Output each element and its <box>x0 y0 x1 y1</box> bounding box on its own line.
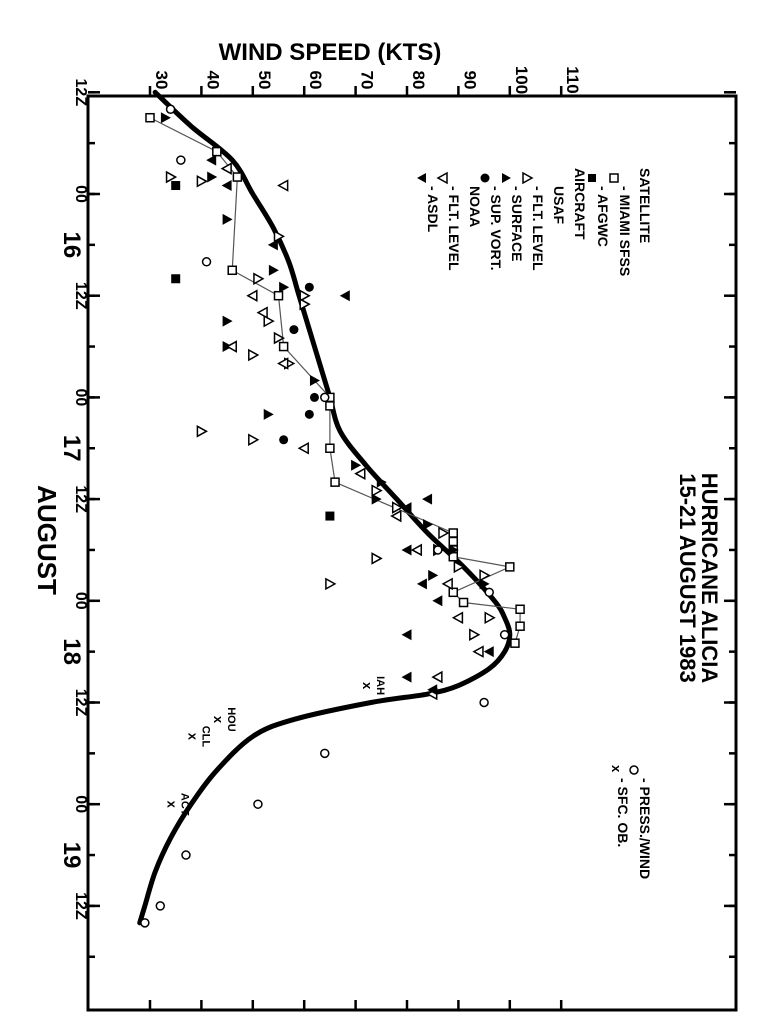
data-point <box>372 494 382 505</box>
data-point <box>279 435 288 444</box>
data-point <box>501 631 509 639</box>
y-tick-label: 100 <box>511 65 531 95</box>
data-point <box>299 443 308 453</box>
data-point <box>326 402 334 410</box>
data-point <box>474 647 483 657</box>
legend-satellite-header: SATELLITE <box>637 168 653 244</box>
data-point <box>289 325 298 334</box>
data-point <box>326 579 335 589</box>
legend-usaf-header: USAF <box>551 186 567 225</box>
legend-label-usaf-sfc: - SURFACE <box>509 186 525 262</box>
x-tick-label: 12Z <box>72 281 89 310</box>
sfc-ob-mark: x <box>210 715 226 724</box>
y-tick-label: 40 <box>203 70 223 90</box>
data-point <box>423 519 433 530</box>
data-point <box>228 266 236 274</box>
data-point <box>141 919 149 927</box>
data-point <box>227 342 236 352</box>
series-layer <box>141 105 524 927</box>
y-tick-label: 30 <box>152 70 171 90</box>
y-tick-label: 60 <box>306 70 326 90</box>
data-point <box>326 444 334 452</box>
x-tick-label: 00 <box>72 795 89 814</box>
data-point <box>280 343 288 351</box>
data-point <box>268 239 278 250</box>
data-point <box>146 114 154 122</box>
series-5 <box>222 164 483 699</box>
data-point <box>275 292 283 300</box>
legend-marker-press <box>630 766 638 774</box>
data-point <box>356 469 365 479</box>
data-point <box>460 598 468 606</box>
sfc-ob-mark: x <box>185 732 201 741</box>
legend-marker-usaf-vort <box>481 174 490 183</box>
data-point <box>206 155 216 166</box>
data-point <box>182 851 190 859</box>
legend-label-noaa-flt: - FLT. LEVEL <box>446 186 462 271</box>
x-tick-label: 12Z <box>72 485 89 513</box>
data-point <box>171 274 180 283</box>
data-point <box>480 699 488 707</box>
legend-aircraft-header: AIRCRAFT <box>572 168 588 240</box>
legend-marker-miami <box>610 174 618 182</box>
data-point <box>249 350 258 360</box>
data-point <box>417 578 427 589</box>
data-point <box>402 544 412 555</box>
data-point <box>325 512 334 521</box>
x-tick-label: 19 <box>58 841 85 869</box>
data-point <box>213 148 221 156</box>
data-point <box>372 486 381 496</box>
data-point <box>258 308 267 318</box>
data-point <box>222 164 231 174</box>
station-label: IAH <box>374 676 387 696</box>
data-point <box>171 181 180 190</box>
y-tick-label: 90 <box>460 70 480 90</box>
data-point <box>305 283 314 292</box>
station-label: ACT <box>178 792 191 816</box>
legend-marker-noaa-flt <box>438 173 447 183</box>
data-point <box>207 172 217 183</box>
x-tick-label: 16 <box>58 231 85 259</box>
data-point <box>516 605 524 613</box>
data-point <box>506 563 514 571</box>
x-tick-label: 00 <box>72 388 89 407</box>
y-tick-label: 70 <box>357 70 377 90</box>
data-point <box>156 902 164 910</box>
x-tick-label: 18 <box>58 638 85 666</box>
data-point <box>340 290 350 301</box>
legend-label-afgwc: - AFGWC <box>595 186 611 247</box>
data-point <box>279 282 289 293</box>
data-point <box>197 176 206 186</box>
y-tick-label: 110 <box>563 66 583 94</box>
sfc-ob-mark: x <box>360 681 376 690</box>
data-point <box>432 595 442 606</box>
data-point <box>453 613 462 623</box>
sfc-ob-mark: x <box>164 800 180 808</box>
data-point <box>511 639 519 647</box>
data-point <box>372 553 381 563</box>
data-point <box>433 672 442 682</box>
legend-marker-afgwc <box>588 174 596 182</box>
x-tick-label: 12Z <box>72 78 89 107</box>
legend-marker-sfc: x <box>609 765 624 773</box>
y-tick-label: 50 <box>254 70 274 90</box>
data-point <box>222 180 232 191</box>
chart-title: HURRICANE ALICIA <box>697 472 722 684</box>
data-point <box>248 291 257 301</box>
data-point <box>161 112 171 123</box>
data-point <box>470 630 479 640</box>
data-point <box>167 172 176 182</box>
chart-subtitle: 15-21 AUGUST 1983 <box>675 473 700 683</box>
data-point <box>233 173 241 181</box>
data-point <box>223 214 233 225</box>
data-point <box>412 545 421 555</box>
data-point <box>443 579 452 589</box>
data-point <box>279 181 288 191</box>
legend-label-sfc: - SFC. OB. <box>615 778 631 848</box>
data-point <box>516 622 524 630</box>
data-point <box>177 156 185 164</box>
data-point <box>321 393 329 401</box>
series-1 <box>171 181 334 521</box>
legend-marker-noaa-asdl <box>417 173 426 183</box>
x-tick-label: 00 <box>72 185 89 203</box>
data-point <box>449 529 457 537</box>
legend <box>417 168 653 879</box>
data-point <box>305 410 314 419</box>
x-tick-label: 17 <box>58 434 85 462</box>
data-point <box>434 546 442 554</box>
legend-label-usaf-vort: - SUP. VORT. <box>488 186 504 271</box>
data-point <box>254 800 262 808</box>
data-point <box>310 393 319 402</box>
y-axis-title: WIND SPEED (KTS) <box>218 39 442 66</box>
y-tick-label: 80 <box>409 70 428 90</box>
data-point <box>449 537 457 545</box>
data-point <box>422 494 432 505</box>
data-point <box>249 435 258 445</box>
data-point <box>203 258 211 266</box>
data-point <box>484 646 494 657</box>
data-point <box>449 588 457 596</box>
legend-label-noaa-asdl: - ASDL <box>425 186 441 233</box>
data-point <box>264 409 274 420</box>
legend-label-usaf-flt: - FLT. LEVEL <box>530 186 546 271</box>
data-point <box>485 588 493 596</box>
data-point <box>197 426 206 436</box>
station-label: CLL <box>199 725 212 748</box>
data-point <box>331 478 339 486</box>
data-point <box>279 359 288 369</box>
legend-noaa-header: NOAA <box>467 186 483 228</box>
data-point <box>402 629 412 640</box>
x-tick-label: 12Z <box>72 892 89 920</box>
x-tick-label: 00 <box>72 591 89 610</box>
x-axis-title: AUGUST <box>32 485 62 595</box>
data-point <box>254 274 263 284</box>
data-point <box>428 570 438 581</box>
series-3 <box>161 112 490 589</box>
series-line <box>150 118 520 643</box>
data-point <box>485 613 494 623</box>
data-point <box>223 316 233 327</box>
station-label: HOU <box>224 707 237 732</box>
data-point <box>402 672 412 683</box>
data-point <box>167 105 175 113</box>
legend-marker-usaf-flt <box>523 173 532 183</box>
data-point <box>321 749 329 757</box>
x-tick-label: 12Z <box>72 688 89 717</box>
data-point <box>269 265 279 276</box>
legend-label-press: - PRESS./WIND <box>637 778 653 880</box>
legend-label-miami: - MIAMI SFSS <box>617 186 633 277</box>
legend-marker-usaf-sfc <box>502 173 511 183</box>
